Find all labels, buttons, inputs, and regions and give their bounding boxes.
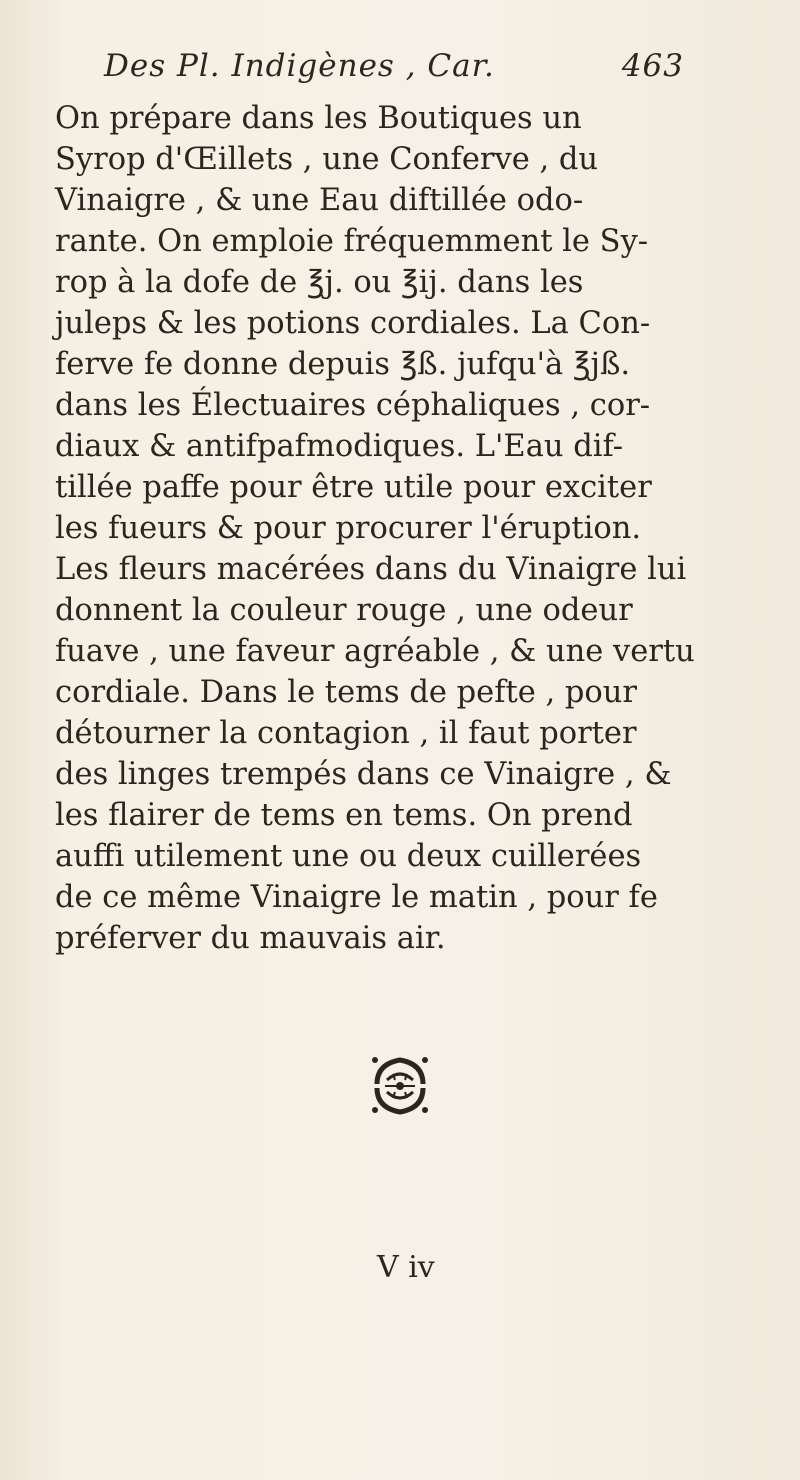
text-line: dans les Électuaires céphaliques , cor-: [55, 388, 651, 423]
text-line: tillée paffe pour être utile pour exciter: [55, 470, 652, 505]
page-number: 463: [621, 48, 684, 84]
text-line: auffi utilement une ou deux cuillerées: [55, 839, 642, 874]
text-line: préferver du mauvais air.: [55, 921, 446, 956]
text-line: Vinaigre , & une Eau diftillée odo-: [55, 183, 584, 218]
signature-mark: V iv: [377, 1250, 435, 1285]
text-line: donnent la couleur rouge , une odeur: [55, 593, 633, 628]
text-line: rop à la dofe de ℥j. ou ℥ij. dans les: [55, 265, 584, 300]
printer-fleuron-ornament-icon: [365, 1050, 435, 1120]
page-header: [104, 48, 684, 98]
text-line: rante. On emploie fréquemment le Sy-: [55, 224, 649, 259]
text-line: On prépare dans les Boutiques un: [55, 101, 582, 136]
text-line: de ce même Vinaigre le matin , pour fe: [55, 880, 658, 915]
text-line: cordiale. Dans le tems de pefte , pour: [55, 675, 638, 710]
text-line: les flairer de tems en tems. On prend: [55, 798, 633, 833]
text-line: Les fleurs macérées dans du Vinaigre lui: [55, 552, 687, 587]
text-line: les fueurs & pour procurer l'éruption.: [55, 511, 642, 546]
text-line: fuave , une faveur agréable , & une vertu: [55, 634, 695, 669]
text-line: Syrop d'Œillets , une Conferve , du: [55, 142, 599, 177]
text-line: détourner la contagion , il faut porter: [55, 716, 637, 751]
text-line: des linges trempés dans ce Vinaigre , &: [55, 757, 672, 792]
text-line: ferve fe donne depuis ℥ß. jufqu'à ℥jß.: [55, 347, 631, 382]
body-text: [55, 98, 695, 959]
text-line: diaux & antifpafmodiques. L'Eau dif-: [55, 429, 624, 464]
running-title: Des Pl. Indigènes , Car.: [104, 48, 495, 84]
text-line: juleps & les potions cordiales. La Con-: [55, 306, 651, 341]
